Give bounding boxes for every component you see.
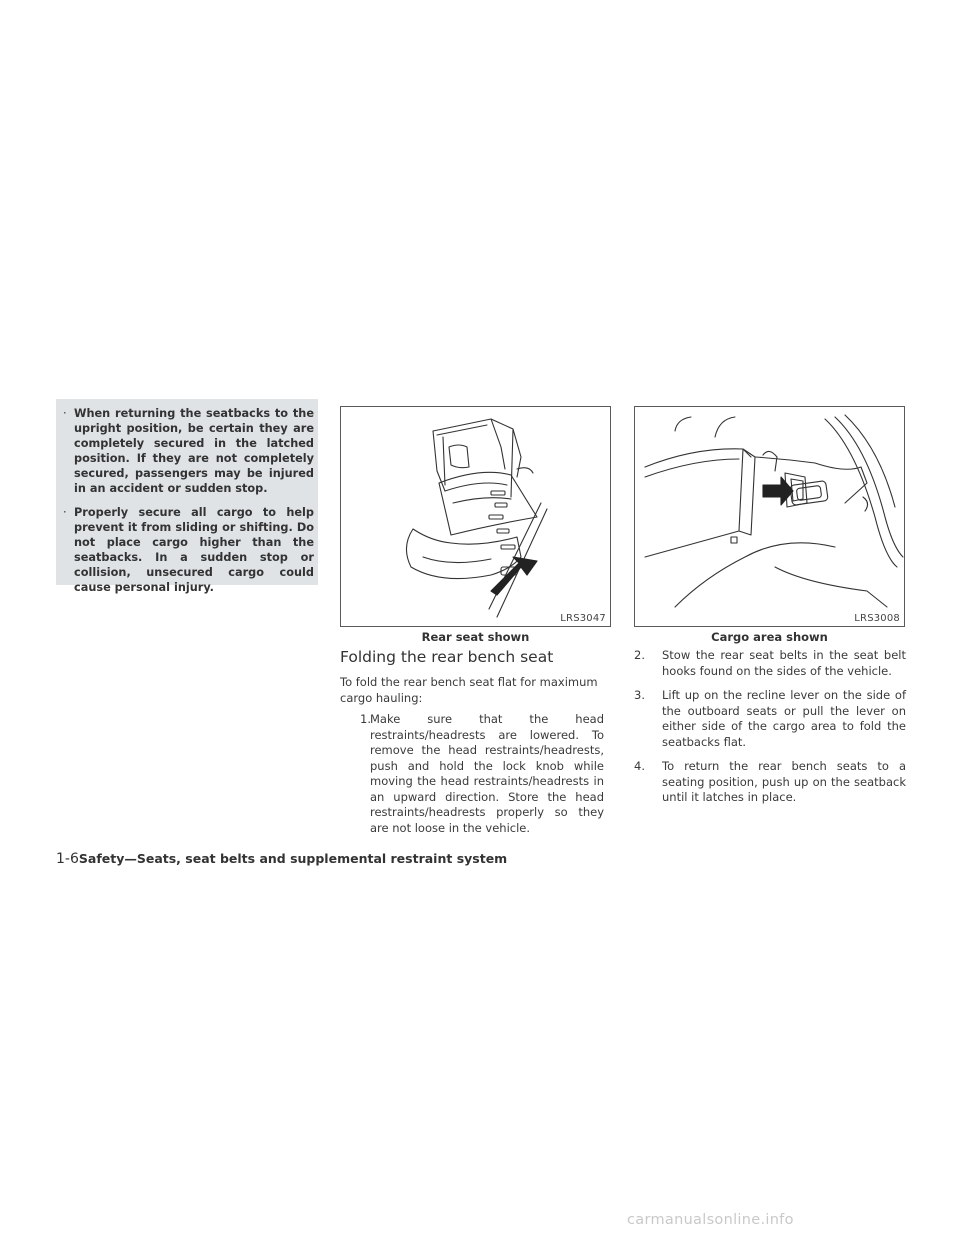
figure-code: LRS3047 xyxy=(560,613,606,624)
bullet: · xyxy=(63,506,67,519)
steps-list xyxy=(340,712,612,845)
step-item xyxy=(634,759,906,806)
warning-text: When returning the seatbacks to the upright position, be certain they are completely secured in the latched position. If they are not completely secured, passengers may be injured in an accident or sudden stop. xyxy=(74,407,314,495)
step-number: 1. xyxy=(360,712,371,726)
page-number: 1-6 xyxy=(56,851,79,867)
footer-section-name: Safety—Seats, seat belts and supplemental restraint system xyxy=(78,851,508,866)
cargo-area-illustration xyxy=(635,407,905,627)
warning-item xyxy=(62,406,314,496)
warning-box xyxy=(56,399,318,594)
step-number: 3. xyxy=(634,688,645,702)
warning-text: Properly secure all cargo to help prevent it from sliding or shifting. Do not place cargo higher than the seatbacks. In a sudden stop or collision, unsecured cargo could cause personal injury. xyxy=(74,506,314,594)
figure-code: LRS3008 xyxy=(854,613,900,624)
cargo-area-figure xyxy=(634,406,905,627)
step-text: Make sure that the head restraints/headrests are lowered. To remove the head restraints/headrests, push and hold the lock knob while moving the head restraints/headrests in an upward direction. Store the head restraints/headrests properly so they are not loose in the vehicle. xyxy=(370,712,604,835)
step-number: 2. xyxy=(634,648,645,662)
step-item xyxy=(634,648,906,679)
step-text: Stow the rear seat belts in the seat belt hooks found on the sides of the vehicle. xyxy=(662,648,906,678)
steps-list xyxy=(634,648,906,815)
watermark: carmanualsonline.info xyxy=(627,1212,794,1228)
rear-seat-figure xyxy=(340,406,611,627)
step-item xyxy=(634,688,906,750)
figure-caption: Rear seat shown xyxy=(421,630,530,644)
rear-seat-illustration xyxy=(341,407,611,627)
section-title: Folding the rear bench seat xyxy=(340,648,554,666)
step-text: Lift up on the recline lever on the side of the outboard seats or pull the lever on either side of the cargo area to fold the seatbacks flat. xyxy=(662,688,906,749)
page-footer xyxy=(56,851,507,867)
step-text: To return the rear bench seats to a seating position, push up on the seatback until it latches in place. xyxy=(662,759,906,804)
section-intro: To fold the rear bench seat flat for maximum cargo hauling: xyxy=(340,675,598,705)
bullet: · xyxy=(63,407,67,420)
warning-list xyxy=(62,406,314,595)
figure-caption: Cargo area shown xyxy=(711,630,828,644)
warning-item xyxy=(62,505,314,595)
step-number: 4. xyxy=(634,759,645,773)
step-item xyxy=(340,712,612,836)
